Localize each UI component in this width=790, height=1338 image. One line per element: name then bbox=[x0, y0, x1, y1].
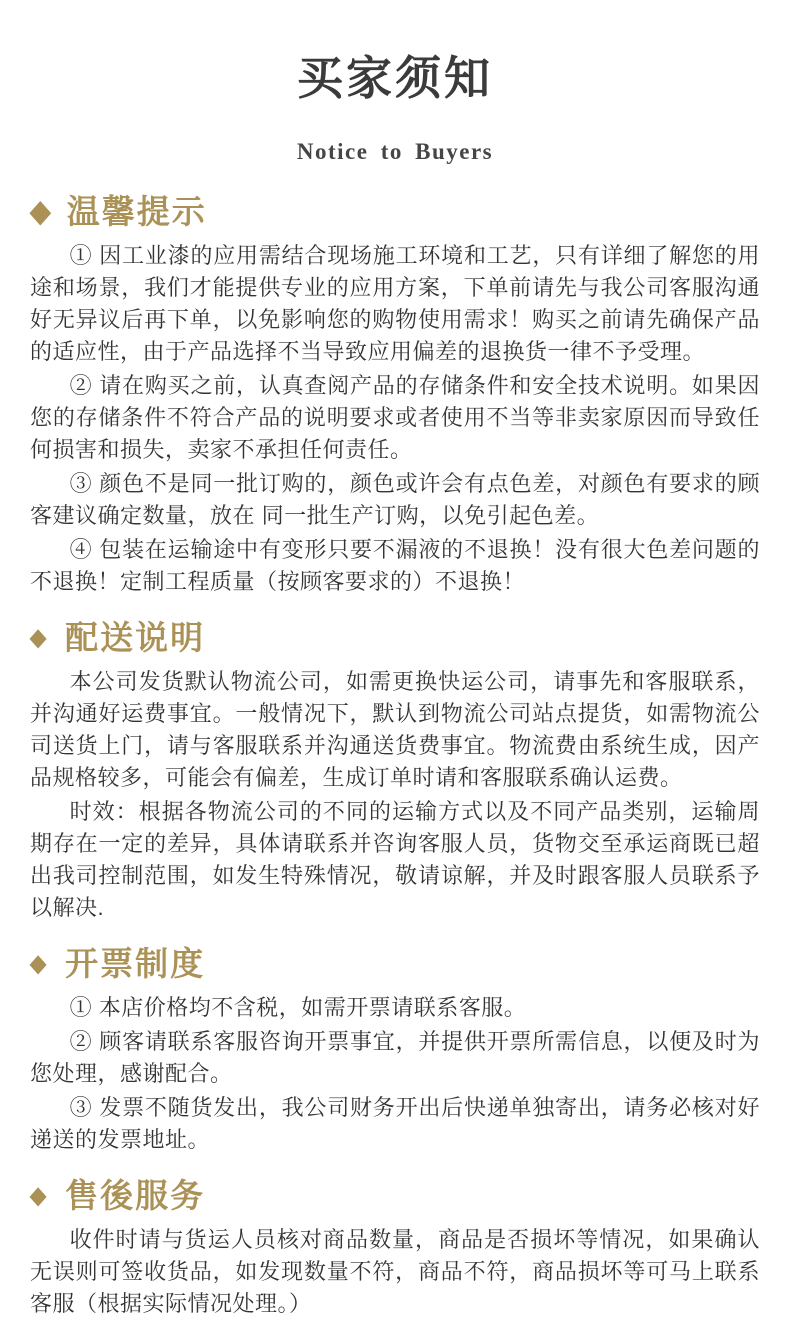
invoice-paragraph-2: ② 顾客请联系客服咨询开票事宜，并提供开票所需信息，以便及时为您处理，感谢配合。 bbox=[30, 1028, 760, 1086]
diamond-icon: ◆ bbox=[30, 194, 53, 229]
diamond-icon: ◆ bbox=[30, 1182, 49, 1209]
diamond-icon: ◆ bbox=[30, 950, 49, 977]
page-subtitle: Notice to Buyers bbox=[296, 138, 494, 164]
section-shipping bbox=[30, 619, 760, 924]
section-aftersales bbox=[30, 1177, 760, 1320]
shipping-paragraph-2: 时效：根据各物流公司的不同的运输方式以及不同产品类别，运输周期存在一定的差异，具体请联系并咨询客服人员，货物交至承运商既已超出我司控制范围，如发生特殊情况，敬请谅解，并及时跟客服人员联系予以解决. bbox=[30, 798, 760, 920]
section-heading bbox=[30, 1177, 760, 1215]
invoice-paragraph-3: ③ 发票不随货发出，我公司财务开出后快递单独寄出，请务必核对好递送的发票地址。 bbox=[30, 1094, 760, 1152]
aftersales-paragraph-1: 收件时请与货运人员核对商品数量，商品是否损坏等情况，如果确认无误则可签收货品，如发现数量不符，商品不符，商品损坏等可马上联系客服（根据实际情况处理。） bbox=[30, 1226, 760, 1316]
section-invoice bbox=[30, 945, 760, 1156]
section-heading-label: 配送说明 bbox=[65, 618, 206, 656]
section-heading bbox=[30, 193, 760, 231]
warm-tip-paragraph-1: ① 因工业漆的应用需结合现场施工环境和工艺，只有详细了解您的用途和场景，我们才能提供专业的应用方案，下单前请先与我公司客服沟通好无异议后再下单，以免影响您的购物使用需求！购买之前请先确保产品的适应性，由于产品选择不当导致应用偏差的退换货一律不予受理。 bbox=[30, 242, 760, 364]
diamond-icon: ◆ bbox=[30, 624, 49, 651]
section-heading-label: 开票制度 bbox=[65, 944, 206, 982]
shipping-paragraph-1: 本公司发货默认物流公司，如需更换快运公司，请事先和客服联系，并沟通好运费事宜。一般情况下，默认到物流公司站点提货，如需物流公司送货上门，请与客服联系并沟通送货费事宜。物流费由系统生成，因产品规格较多，可能会有偏差，生成订单时请和客服联系确认运费。 bbox=[30, 668, 760, 790]
invoice-paragraph-1: ① 本店价格均不含税，如需开票请联系客服。 bbox=[69, 994, 527, 1020]
page-title: 买家须知 bbox=[297, 52, 493, 104]
section-heading-label: 温馨提示 bbox=[66, 192, 207, 230]
warm-tip-paragraph-2: ② 请在购买之前，认真查阅产品的存储条件和安全技术说明。如果因您的存储条件不符合产品的说明要求或者使用不当等非卖家原因而导致任何损害和损失，卖家不承担任何责任。 bbox=[30, 372, 760, 462]
warm-tip-paragraph-3: ③ 颜色不是同一批订购的，颜色或许会有点色差，对颜色有要求的顾客建议确定数量，放在 同一批生产订购，以免引起色差。 bbox=[30, 470, 760, 528]
section-heading bbox=[30, 619, 760, 657]
section-heading bbox=[30, 945, 760, 983]
section-warm-tips bbox=[30, 193, 760, 598]
section-heading-label: 售後服务 bbox=[65, 1176, 206, 1214]
warm-tip-paragraph-4: ④ 包装在运输途中有变形只要不漏液的不退换！没有很大色差问题的不退换！定制工程质量（按顾客要求的）不退换！ bbox=[30, 536, 760, 594]
